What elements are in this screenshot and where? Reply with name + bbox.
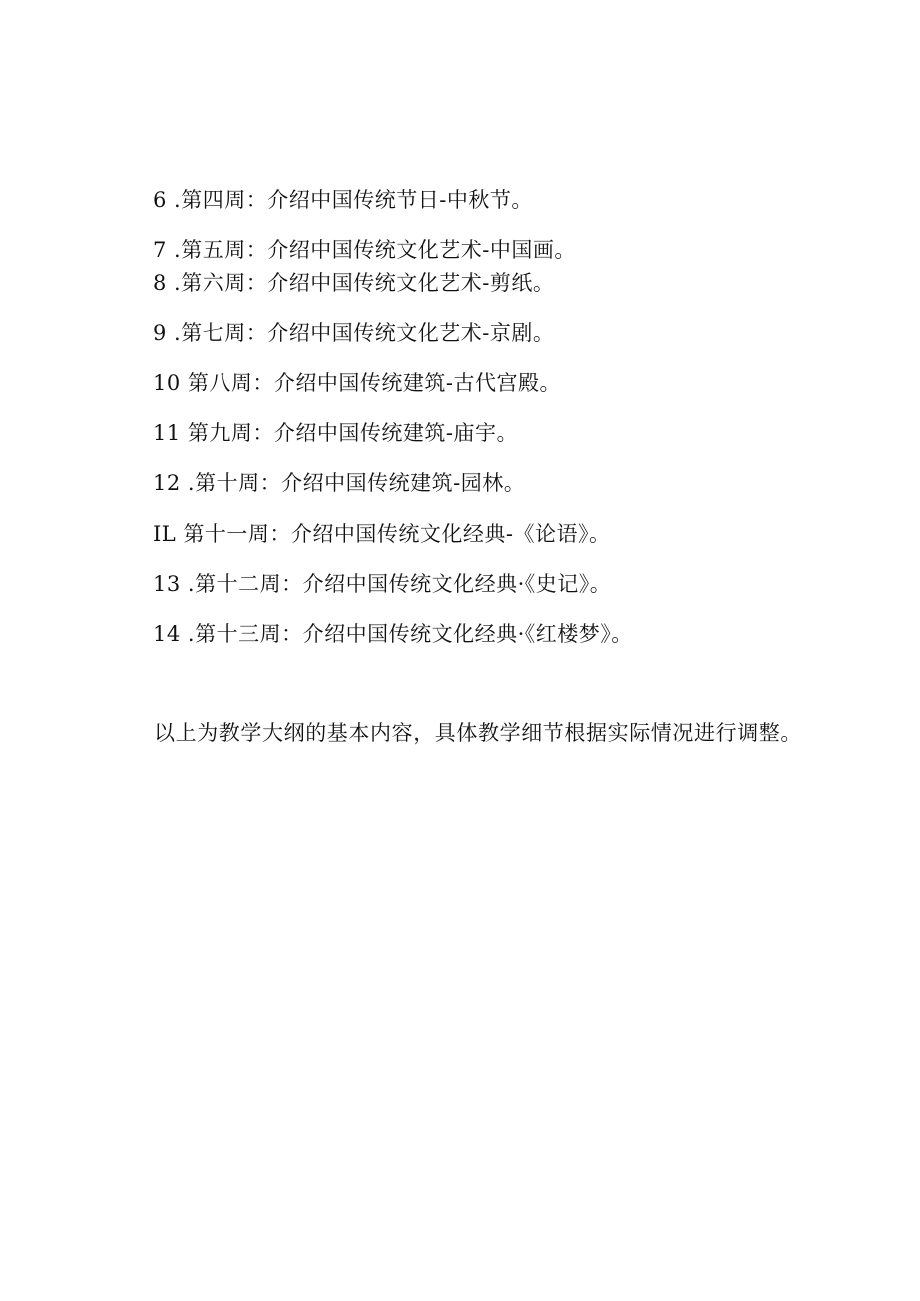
item-number: 10 [153,371,181,395]
item-number: IL [153,522,177,546]
item-number: 9 [153,321,167,345]
item-separator: . [166,238,182,262]
item-separator [181,421,188,445]
item-text: 第十二周：介绍中国传统文化经典·《史记》。 [195,572,612,596]
outline-item-week-4 [153,187,533,213]
outline-item-week-7 [153,320,554,346]
item-text: 第九周：介绍中国传统建筑-庙宇。 [187,421,519,445]
item-separator: . [180,572,196,596]
outline-item-week-11 [153,521,611,547]
item-number: 12 [153,471,181,495]
item-separator: . [166,271,182,295]
outline-item-week-6 [153,270,554,296]
item-text: 第六周：介绍中国传统文化艺术-剪纸。 [181,271,555,295]
outline-item-week-10 [153,470,525,496]
outline-item-week-13 [153,621,633,647]
outline-item-week-5 [153,237,576,263]
item-text: 第八周：介绍中国传统建筑-古代宫殿。 [187,371,562,395]
conclusion-paragraph: 以上为教学大纲的基本内容，具体教学细节根据实际情况进行调整。 [154,721,802,745]
item-number: 14 [153,622,181,646]
item-number: 6 [153,188,167,212]
item-text: 第十三周：介绍中国传统文化经典·《红楼梦》。 [195,622,633,646]
item-separator: . [166,188,182,212]
item-number: 7 [153,238,167,262]
outline-item-week-8 [153,370,561,396]
outline-item-week-12 [153,571,611,597]
item-separator [181,371,188,395]
item-separator: . [166,321,182,345]
item-text: 第十一周：介绍中国传统文化经典-《论语》。 [183,522,611,546]
item-number: 8 [153,271,167,295]
item-number: 11 [153,421,181,445]
item-separator: . [180,622,196,646]
item-text: 第五周：介绍中国传统文化艺术-中国画。 [181,238,576,262]
item-number: 13 [153,572,181,596]
item-text: 第十周：介绍中国传统建筑-园林。 [195,471,526,495]
item-text: 第七周：介绍中国传统文化艺术-京剧。 [181,321,555,345]
item-text: 第四周：介绍中国传统节日-中秋节。 [181,188,533,212]
outline-item-week-9 [153,420,518,446]
item-separator: . [180,471,196,495]
